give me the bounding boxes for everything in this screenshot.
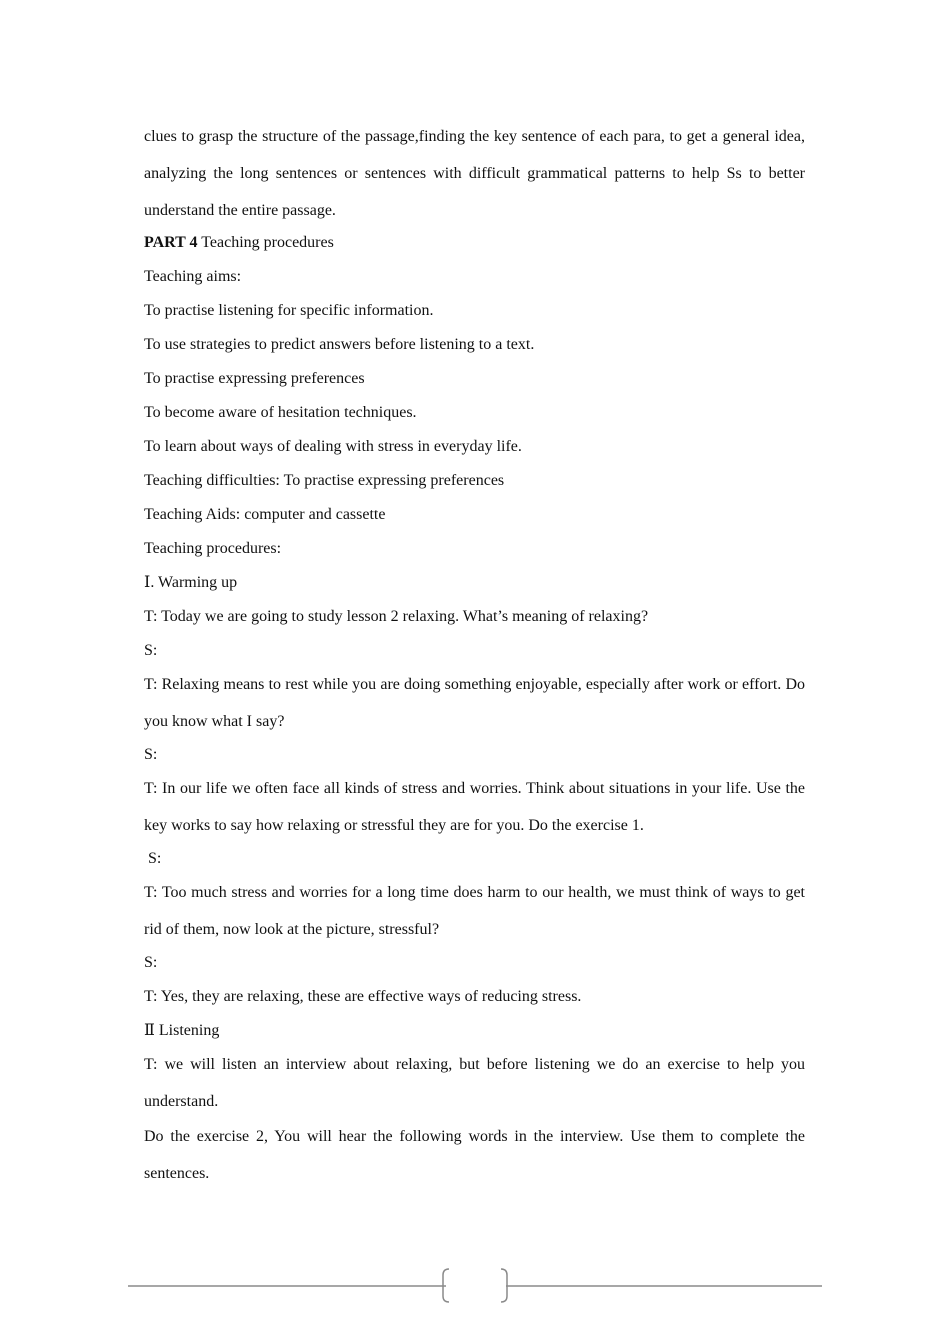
aim-item: To become aware of hesitation techniques. <box>144 404 417 421</box>
part4-heading <box>144 226 805 260</box>
document-body <box>144 124 805 1192</box>
footer-decoration <box>0 1260 950 1310</box>
intro-continuation-paragraph: clues to grasp the structure of the passage,finding the key sentence of each para, to get a general idea, analyzing the long sentences or sentences with difficult grammatical patterns to help Ss to better understand the entire passage. <box>144 128 805 219</box>
part4-label: PART 4 <box>144 234 198 251</box>
teaching-difficulties: Teaching difficulties: To practise expressing preferences <box>144 472 505 489</box>
teacher-line: T: Too much stress and worries for a long time does harm to our health, we must think of ways to get rid of them, now look at the picture, stressful? <box>144 884 805 938</box>
page-footer <box>0 1260 950 1310</box>
aim-item: To practise listening for specific information. <box>144 302 434 319</box>
aim-item: To use strategies to predict answers before listening to a text. <box>144 336 535 353</box>
student-line: S: <box>144 746 158 763</box>
teacher-line: T: Relaxing means to rest while you are doing something enjoyable, especially after work or effort. Do you know what I say? <box>144 676 805 730</box>
student-line: S: <box>144 642 158 659</box>
aim-item: To practise expressing preferences <box>144 370 365 387</box>
student-line: S: <box>148 850 162 867</box>
teaching-aids: Teaching Aids: computer and cassette <box>144 506 386 523</box>
teacher-line: T: we will listen an interview about relaxing, but before listening we do an exercise to help you understand. <box>144 1056 805 1110</box>
teacher-line: T: Today we are going to study lesson 2 relaxing. What’s meaning of relaxing? <box>144 608 649 625</box>
part4-title: Teaching procedures <box>197 234 334 251</box>
student-line: S: <box>144 954 158 971</box>
teaching-procedures-heading: Teaching procedures: <box>144 540 282 557</box>
exercise-instruction: Do the exercise 2, You will hear the following words in the interview. Use them to complete the sentences. <box>144 1128 805 1182</box>
section-warming-up: Ⅰ. Warming up <box>144 574 238 591</box>
teaching-aims-heading: Teaching aims: <box>144 268 242 285</box>
aim-item: To learn about ways of dealing with stress in everyday life. <box>144 438 522 455</box>
section-listening: Ⅱ Listening <box>144 1022 220 1039</box>
teacher-line: T: Yes, they are relaxing, these are effective ways of reducing stress. <box>144 988 582 1005</box>
teacher-line: T: In our life we often face all kinds of stress and worries. Think about situations in your life. Use the key works to say how relaxing or stressful they are for you. Do the exercise 1. <box>144 780 805 834</box>
